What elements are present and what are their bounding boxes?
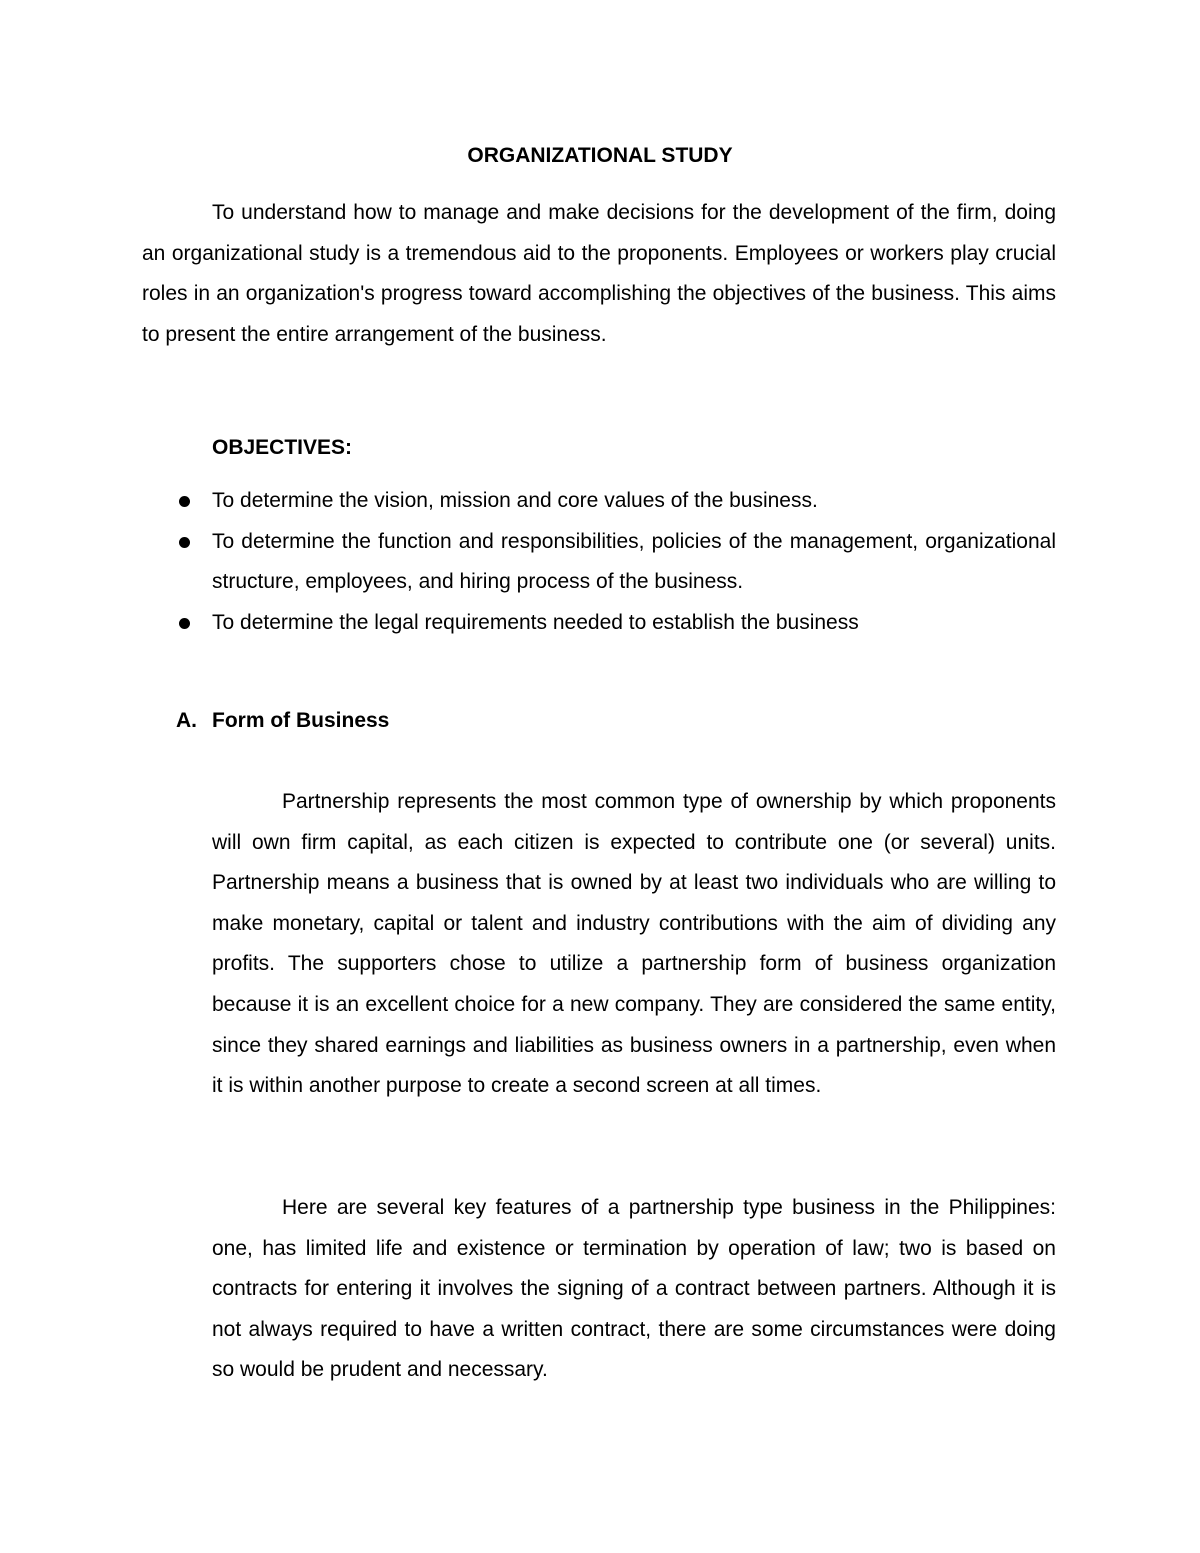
objective-text: To determine the function and responsibilities, policies of the management, organizational structure, employees, and hiring process of the business. [212,529,1056,594]
bullet-icon [179,537,190,548]
bullet-icon [179,618,190,629]
section-a-heading [176,708,389,734]
page-title: ORGANIZATIONAL STUDY [467,144,733,167]
bullet-icon [179,496,190,507]
objective-item [212,603,1056,644]
objectives-list [212,481,1056,643]
intro-paragraph: To understand how to manage and make decisions for the development of the firm, doing an organizational study is a tremendous aid to the proponents. Employees or workers play crucial roles in an organization's progress toward accomplishing the objectives of the business. This aims to present the entire arrangement of the business. [142,201,1056,346]
objectives-heading: OBJECTIVES: [212,436,353,459]
objective-text: To determine the legal requirements needed to establish the business [212,610,859,634]
section-title: Form of Business [212,709,390,732]
objective-text: To determine the vision, mission and core values of the business. [212,489,818,512]
objective-item [212,522,1056,603]
objective-item [212,481,1056,522]
features-paragraph: Here are several key features of a partnership type business in the Philippines: one, has limited life and existence or termination by operation of law; two is based on contracts for entering it involves the signing of a contract between partners. Although it is not always required to have a written contract, there are some circumstances were doing so would be prudent and necessary. [212,1196,1056,1382]
partnership-paragraph: Partnership represents the most common type of ownership by which proponents will own firm capital, as each citizen is expected to contribute one (or several) units. Partnership means a business that is owned by at least two individuals who are willing to make monetary, capital or talent and industry contributions with the aim of dividing any profits. The supporters chose to utilize a partnership form of business organization because it is an excellent choice for a new company. They are considered the same entity, since they shared earnings and liabilities as business owners in a partnership, even when it is within another purpose to create a second screen at all times. [212,790,1056,1098]
section-letter: A. [176,709,197,732]
